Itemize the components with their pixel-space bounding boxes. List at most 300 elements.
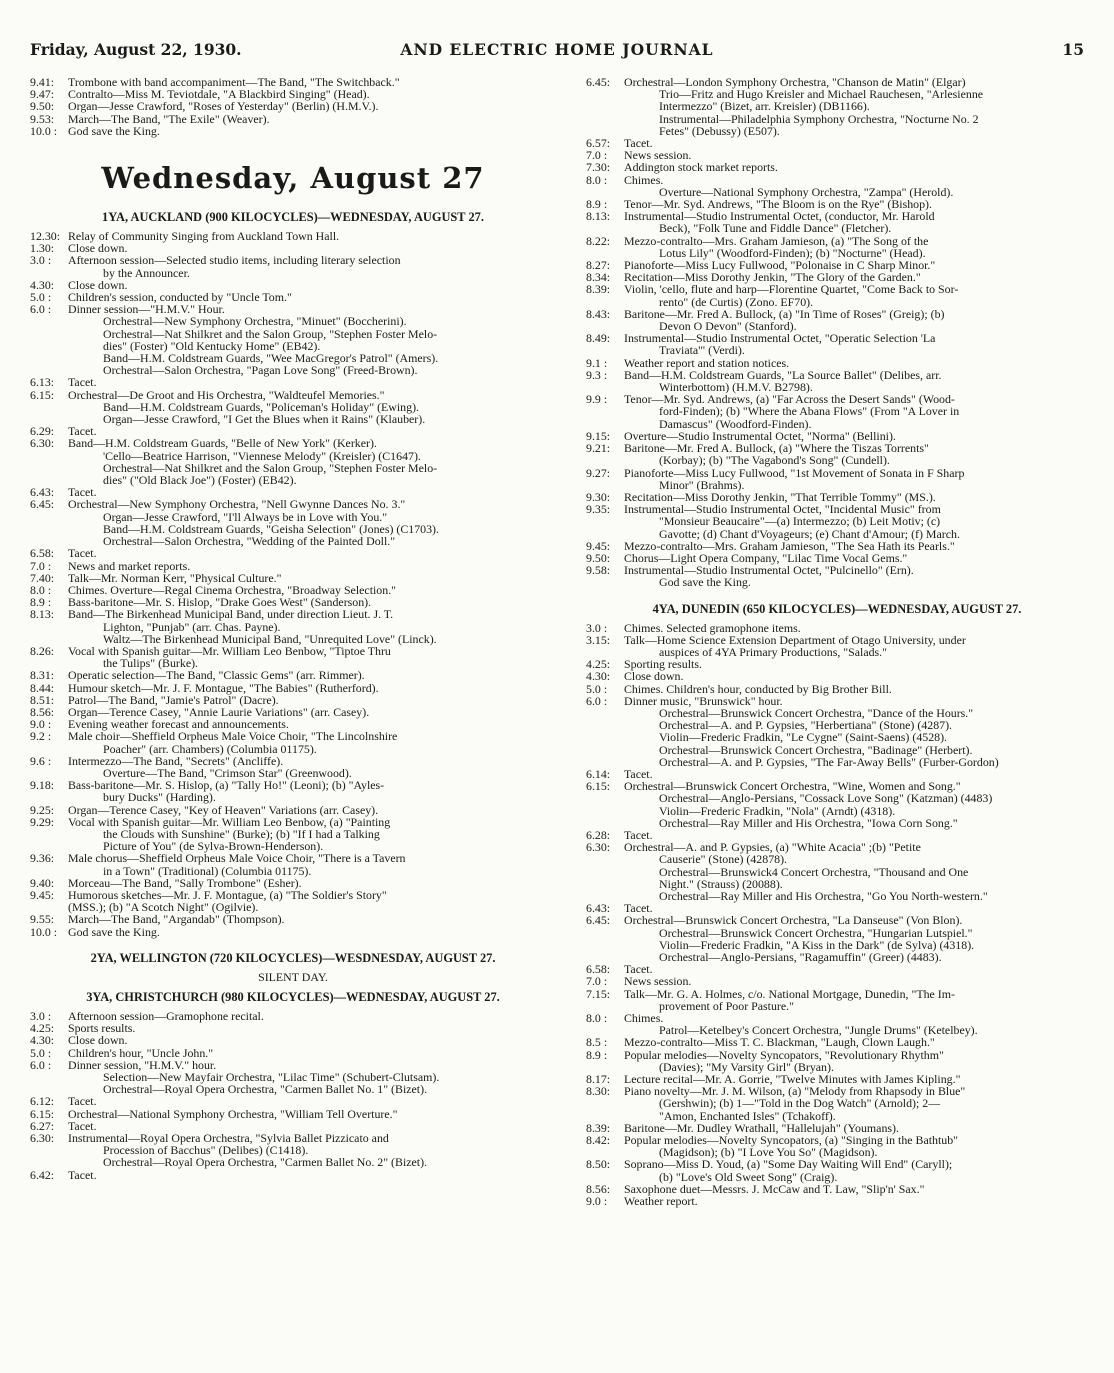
wellington-heading: 2YA, WELLINGTON (720 KILOCYCLES)—WESDNESDAY, AUGUST 27. [90, 950, 496, 965]
entry-body [68, 682, 556, 694]
entry-time: 8.56: [30, 704, 55, 719]
entry-body [624, 76, 1088, 137]
programme-entry [30, 1108, 556, 1120]
entry-time: 6.42: [30, 1167, 55, 1182]
programme-entry [586, 393, 1088, 430]
programme-entry [30, 1047, 556, 1059]
programme-entry [30, 755, 556, 779]
entry-time: 9.35: [586, 502, 611, 517]
entry-line: Patrol—Ketelbey's Concert Orchestra, "Jungle Drums" (Ketelbey). [659, 1023, 978, 1038]
christchurch-heading: 3YA, CHRISTCHURCH (980 KILOCYCLES)—WEDNESDAY, AUGUST 27. [86, 990, 500, 1004]
entry-time: 8.44: [30, 680, 55, 695]
programme-entry [30, 913, 556, 925]
right-column [586, 76, 1088, 1207]
entry-line: Orchestral—Brunswick Concert Orchestra, "Hungarian Lutspiel." [659, 925, 973, 940]
entry-body [68, 100, 556, 112]
entry-line: Band—H.M. Coldstream Guards, "La Source Ballet" (Delibes, arr. [624, 367, 942, 382]
entry-time: 8.31: [30, 668, 55, 683]
programme-entry [30, 1059, 556, 1096]
entry-time: 8.13: [30, 607, 55, 622]
entry-line: March—The Band, "Argandab" (Thompson). [68, 912, 285, 927]
entry-line: March—The Band, "The Exile" (Weaver). [68, 111, 270, 126]
entry-body [624, 1134, 1088, 1158]
entry-line: Orchestral—De Groot and His Orchestra, "Waldteufel Memories." [68, 387, 385, 402]
programme-entry [30, 547, 556, 559]
entry-line: Damascus" (Woodford-Finden). [659, 416, 812, 431]
entry-body [68, 560, 556, 572]
entry-line: Tacet. [624, 962, 653, 977]
entry-line: the Tulips" (Burke). [103, 656, 199, 671]
programme-entry [586, 988, 1088, 1012]
entry-time: 6.0 : [30, 1057, 52, 1072]
entry-line: Orchestral—National Symphony Orchestra, "William Tell Overture." [68, 1106, 398, 1121]
entry-body [68, 376, 556, 388]
entry-time: 9.27: [586, 465, 611, 480]
programme-entry [30, 1095, 556, 1107]
entry-line: Talk—Mr. Norman Kerr, "Physical Culture." [68, 570, 282, 585]
entry-line: Tenor—Mr. Syd. Andrews, (a) "Far Across the Desert Sands" (Wood- [624, 392, 955, 407]
entry-line: in a Town" (Traditional) (Columbia 01175). [103, 863, 312, 878]
entry-line: Organ—Jesse Crawford, "Roses of Yesterday" (Berlin) (H.M.V.). [68, 99, 379, 114]
entry-line: provement of Poor Pasture." [659, 998, 794, 1013]
entry-body [68, 389, 556, 426]
entry-time: 6.0 : [30, 302, 52, 317]
entry-line: Band—H.M. Coldstream Guards, "Policeman's Holiday" (Ewing). [103, 399, 420, 414]
entry-line: Chorus—Light Opera Company, "Lilac Time Vocal Gems." [624, 550, 908, 565]
programme-entry [30, 498, 556, 547]
entry-time: 9.50: [30, 99, 55, 114]
programme-entry [586, 780, 1088, 829]
entry-time: 9.2 : [30, 729, 52, 744]
dunedin-heading: 4YA, DUNEDIN (650 KILOCYCLES)—WEDNESDAY, AUGUST 27. [652, 601, 1022, 616]
entry-time: 6.30: [30, 1131, 55, 1146]
entry-line: Afternoon session—Selected studio items, including literary selection [68, 253, 401, 268]
entry-time: 7.0 : [586, 148, 608, 163]
entry-line: Popular melodies—Novelty Syncopators, "Revolutionary Rhythm" [624, 1047, 944, 1062]
entry-line: Orchestral—New Symphony Orchestra, "Nell Gwynne Dances No. 3." [68, 497, 406, 512]
entry-body [68, 303, 556, 376]
entry-line: Male chorus—Sheffield Orpheus Male Voice Choir, "There is a Tavern [68, 851, 406, 866]
programme-entry [586, 670, 1088, 682]
entry-line: Minor" (Brahms). [659, 477, 745, 492]
programme-entry [586, 841, 1088, 902]
entry-line: Orchestral—Ray Miller and His Orchestra, "Iowa Corn Song." [659, 815, 958, 830]
entry-body [68, 125, 556, 137]
entry-line: Violin, 'cello, flute and harp—Florentine Quartet, "Come Back to Sor- [624, 282, 959, 297]
entry-body [68, 913, 556, 925]
entry-line: Tacet. [68, 1118, 97, 1133]
entry-body [624, 503, 1088, 540]
entry-time: 8.39: [586, 1120, 611, 1135]
entry-body [624, 283, 1088, 307]
programme-entry [586, 308, 1088, 332]
entry-time: 9.15: [586, 428, 611, 443]
entry-body [624, 1195, 1088, 1207]
entry-time: 7.0 : [586, 974, 608, 989]
entry-line: Lighton, "Punjab" (arr. Chas. Payne). [103, 619, 281, 634]
entry-time: 6.12: [30, 1094, 55, 1109]
programme-entry [586, 283, 1088, 307]
entry-body [68, 113, 556, 125]
entry-line: Morceau—The Band, "Sally Trombone" (Esher). [68, 875, 302, 890]
entry-line: Tacet. [68, 375, 97, 390]
programme-entry [30, 389, 556, 426]
entry-body [624, 963, 1088, 975]
christchurch-programme [30, 1010, 556, 1181]
entry-time: 6.15: [30, 387, 55, 402]
entry-time: 7.40: [30, 570, 55, 585]
entry-body [624, 308, 1088, 332]
entry-time: 6.30: [586, 840, 611, 855]
programme-entry [30, 113, 556, 125]
entry-line: Tacet. [624, 766, 653, 781]
programme-entry [586, 235, 1088, 259]
entry-time: 9.9 : [586, 392, 608, 407]
entry-line: Violin—Frederic Fradkin, "Le Cygne" (Saint-Saens) (4528). [659, 730, 948, 745]
entry-line: Intermezzo" (Bizet, arr. Kreisler) (DB1166). [659, 99, 870, 114]
entry-line: Children's hour, "Uncle John." [68, 1045, 214, 1060]
entry-line: Weather report and station notices. [624, 355, 790, 370]
entry-line: Sporting results. [624, 657, 702, 672]
entry-body [624, 1049, 1088, 1073]
entry-line: Orchestral—Nat Shilkret and the Salon Group, "Stephen Foster Melo- [103, 460, 438, 475]
entry-body [624, 634, 1088, 658]
entry-line: the Clouds with Sunshine" (Burke); (b) "If I had a Talking [103, 826, 380, 841]
entry-body [624, 210, 1088, 234]
entry-time: 8.51: [30, 692, 55, 707]
entry-line: Chimes. Selected gramophone items. [624, 620, 801, 635]
entry-body [68, 926, 556, 938]
programme-entry [30, 376, 556, 388]
entry-line: Evening weather forecast and announcements. [68, 717, 289, 732]
entry-line: Humorous sketches—Mr. J. F. Montague, (a) "The Soldier's Story" [68, 887, 387, 902]
entry-line: Orchestral—A. and P. Gypsies, "Herbertiana" (Stone) (4287). [659, 718, 953, 733]
entry-time: 9.30: [586, 489, 611, 504]
entry-time: 9.41: [30, 75, 55, 89]
entry-line: Relay of Community Singing from Auckland Town Hall. [68, 229, 340, 244]
entry-time: 8.9 : [586, 1047, 608, 1062]
programme-entry [586, 1158, 1088, 1182]
entry-body [624, 622, 1088, 634]
entry-line: Instrumental—Studio Instrumental Octet, "Incidental Music" from [624, 502, 941, 517]
entry-time: 9.45: [30, 887, 55, 902]
entry-time: 8.42: [586, 1133, 611, 1148]
programme-entry [30, 1034, 556, 1046]
entry-body [68, 547, 556, 559]
programme-entry [586, 1012, 1088, 1036]
entry-line: Orchestral—Anglo-Persians, "Cossack Love Song" (Katzman) (4483) [659, 791, 993, 806]
entry-line: ford-Finden); (b) "Where the Abana Flows" (From "A Lover in [659, 404, 960, 419]
entry-body [624, 841, 1088, 902]
entry-line: Waltz—The Birkenhead Municipal Band, "Unrequited Love" (Linck). [103, 631, 437, 646]
entry-line: Bass-baritone—Mr. S. Hislop, (a) "Tally Ho!" (Leoni); (b) "Ayles- [68, 778, 385, 793]
previous-day-continuation [30, 76, 556, 137]
programme-entry [30, 437, 556, 486]
programme-entry [586, 369, 1088, 393]
entry-line: Intermezzo—The Band, "Secrets" (Ancliffe). [68, 753, 284, 768]
entry-line: Organ—Jesse Crawford, "I Get the Blues when it Rains" (Klauber). [103, 412, 426, 427]
entry-time: 6.58: [30, 546, 55, 561]
programme-entry [586, 161, 1088, 173]
entry-body [624, 658, 1088, 670]
entry-line: Orchestral—Anglo-Persians, "Ragamuffin" (Greer) (4483). [659, 950, 942, 965]
entry-line: Poacher" (arr. Chambers) (Columbia 01175). [103, 741, 317, 756]
entry-time: 8.0 : [586, 1011, 608, 1026]
entry-line: Tacet. [68, 485, 97, 500]
entry-body [624, 235, 1088, 259]
programme-entry [30, 852, 556, 876]
entry-body [624, 442, 1088, 466]
entry-time: 8.27: [586, 258, 611, 273]
programme-entry [586, 1036, 1088, 1048]
entry-body [624, 670, 1088, 682]
entry-time: 8.50: [586, 1157, 611, 1172]
entry-line: Saxophone duet—Messrs. J. McCaw and T. Law, "Slip'n' Sax." [624, 1181, 925, 1196]
programme-entry [30, 100, 556, 112]
entry-time: 8.49: [586, 331, 611, 346]
entry-body [624, 137, 1088, 149]
entry-time: 1.30: [30, 241, 55, 256]
entry-time: 7.30: [586, 160, 611, 175]
entry-line: Baritone—Mr. Fred A. Bullock, (a) "Where the Tiszas Torrents" [624, 441, 929, 456]
entry-line: Orchestral—New Symphony Orchestra, "Minuet" (Boccherini). [103, 314, 407, 329]
entry-line: (MSS.); (b) "A Scotch Night" (Ogilvie). [68, 900, 259, 915]
entry-line: Instrumental—Studio Instrumental Octet, (conductor, Mr. Harold [624, 209, 935, 224]
entry-time: 4.30: [586, 669, 611, 684]
entry-time: 5.0 : [30, 290, 52, 305]
entry-time: 3.0 : [586, 620, 608, 635]
entry-line: (Korbay); (b) "The Vagabond's Song" (Cundell). [659, 453, 890, 468]
entry-body [68, 498, 556, 547]
entry-line: Contralto—Miss M. Teviotdale, "A Blackbird Singing" (Head). [68, 87, 370, 102]
entry-line: Chimes. Children's hour, conducted by Big Brother Bill. [624, 681, 892, 696]
entry-body [624, 975, 1088, 987]
entry-body [68, 1108, 556, 1120]
entry-time: 6.45: [586, 913, 611, 928]
entry-line: 'Cello—Beatrice Harrison, "Viennese Melody" (Kreisler) (C1647). [103, 448, 421, 463]
entry-body [68, 230, 556, 242]
entry-time: 8.17: [586, 1072, 611, 1087]
entry-time: 9.45: [586, 538, 611, 553]
entry-line: Close down. [68, 241, 128, 256]
issue-date: Friday, August 22, 1930. [30, 40, 242, 59]
entry-line: Overture—National Symphony Orchestra, "Zampa" (Herold). [659, 184, 954, 199]
entry-line: Orchestral—Brunswick Concert Orchestra, "Badinage" (Herbert). [659, 742, 973, 757]
entry-line: Causerie" (Stone) (42878). [659, 852, 788, 867]
entry-time: 6.27: [30, 1118, 55, 1133]
entry-line: Close down. [68, 1033, 128, 1048]
entry-body [68, 779, 556, 803]
programme-entry [586, 76, 1088, 137]
entry-line: Tacet. [624, 901, 653, 916]
programme-entry [586, 622, 1088, 634]
entry-line: Tacet. [68, 1094, 97, 1109]
entry-line: "Amon, Enchanted Isles" (Tchakoff). [659, 1108, 836, 1123]
entry-line: dies" (Foster) "Old Kentucky Home" (EB42). [103, 338, 321, 353]
entry-time: 9.0 : [30, 717, 52, 732]
entry-line: Baritone—Mr. Dudley Wrathall, "Hallelujah" (Youmans). [624, 1120, 899, 1135]
entry-time: 6.0 : [586, 693, 608, 708]
entry-body [68, 608, 556, 645]
entry-line: Children's session, conducted by "Uncle Tom." [68, 290, 292, 305]
entry-line: Picture of You" (de Sylva-Brown-Henderson). [103, 839, 324, 854]
entry-time: 8.13: [586, 209, 611, 224]
entry-line: Male choir—Sheffield Orpheus Male Voice Choir, "The Lincolnshire [68, 729, 398, 744]
entry-line: Dinner session, "H.M.V." hour. [68, 1057, 217, 1072]
entry-line: by the Announcer. [103, 265, 190, 280]
entry-line: Tacet. [68, 1167, 97, 1182]
programme-entry [586, 695, 1088, 768]
programme-entry [30, 669, 556, 681]
entry-line: Piano novelty—Mr. J. M. Wilson, (a) "Melody from Rhapsody in Blue" [624, 1084, 966, 1099]
entry-line: Orchestral—A. and P. Gypsies, "The Far-Away Bells" (Furber-Gordon) [659, 754, 999, 769]
entry-line: Dinner session—"H.M.V." Hour. [68, 302, 225, 317]
entry-line: Instrumental—Studio Instrumental Octet, "Operatic Selection 'La [624, 331, 936, 346]
entry-body [68, 804, 556, 816]
entry-body [68, 254, 556, 278]
entry-line: Mezzo-contralto—Mrs. Graham Jamieson, "The Sea Hath its Pearls." [624, 538, 955, 553]
entry-body [68, 1034, 556, 1046]
entry-line: Baritone—Mr. Fred A. Bullock, (a) "In Time of Roses" (Greig); (b) [624, 306, 945, 321]
entry-time: 9.36: [30, 851, 55, 866]
programme-entry [586, 442, 1088, 466]
programme-entry [586, 174, 1088, 198]
entry-time: 9.53: [30, 111, 55, 126]
entry-line: rento" (de Curtis) (Zono. EF70). [659, 294, 814, 309]
entry-time: 8.22: [586, 233, 611, 248]
entry-line: Overture—The Band, "Crimson Star" (Greenwood). [103, 765, 352, 780]
entry-line: Band—H.M. Coldstream Guards, "Geisha Selection" (Jones) (C1703). [103, 521, 439, 536]
programme-entry [586, 1049, 1088, 1073]
entry-line: Dinner music, "Brunswick" hour. [624, 693, 783, 708]
entry-line: Orchestral—Nat Shilkret and the Salon Group, "Stephen Foster Melo- [103, 326, 438, 341]
entry-line: Orchestral—Salon Orchestra, "Wedding of the Painted Doll." [103, 534, 396, 549]
entry-time: 6.45: [30, 497, 55, 512]
entry-line: Pianoforte—Miss Lucy Fullwood, "Polonaise in C Sharp Minor." [624, 258, 936, 273]
entry-line: Afternoon session—Gramophone recital. [68, 1009, 264, 1023]
entry-line: Patrol—The Band, "Jamie's Patrol" (Dacre). [68, 692, 279, 707]
entry-line: Orchestral—Royal Opera Orchestra, "Carmen Ballet No. 2" (Bizet). [103, 1155, 428, 1170]
entry-line: Soprano—Miss D. Youd, (a) "Some Day Waiting Will End" (Caryll); [624, 1157, 953, 1172]
entry-time: 10.0 : [30, 924, 58, 939]
entry-line: Trio—Fritz and Hugo Kreisler and Michael Rauchesen, "Arlesienne [659, 87, 984, 102]
entry-line: Tacet. [68, 424, 97, 439]
entry-body [624, 467, 1088, 491]
dunedin-programme [586, 622, 1088, 1208]
entry-line: Chimes. [624, 1011, 664, 1026]
entry-line: Orchestral—Royal Opera Orchestra, "Carmen Ballet No. 1" (Bizet). [103, 1082, 428, 1097]
entry-body [624, 564, 1088, 588]
entry-line: Sports results. [68, 1021, 136, 1036]
entry-time: 3.0 : [30, 253, 52, 268]
entry-time: 6.57: [586, 136, 611, 151]
entry-time: 9.58: [586, 563, 611, 578]
programme-entry [30, 804, 556, 816]
entry-line: Night." (Strauss) (20088). [659, 876, 783, 891]
programme-entry [586, 503, 1088, 540]
entry-line: (Gershwin); (b) 1—"Told in the Dog Watch" (Arnold); 2— [659, 1096, 941, 1111]
entry-line: Band—H.M. Coldstream Guards, "Wee MacGregor's Patrol" (Amers). [103, 351, 439, 366]
page-header [30, 40, 1084, 64]
entry-line: Pianoforte—Miss Lucy Fullwood, "1st Movement of Sonata in F Sharp [624, 465, 965, 480]
entry-line: Violin—Frederic Fradkin, "Nola" (Arndt) (4318). [659, 803, 896, 818]
programme-entry [30, 254, 556, 278]
entry-body [68, 645, 556, 669]
entry-body [68, 1169, 556, 1181]
entry-time: 12.30: [30, 229, 61, 244]
entry-time: 6.15: [30, 1106, 55, 1121]
entry-time: 4.30: [30, 277, 55, 292]
entry-body [68, 669, 556, 681]
entry-body [624, 161, 1088, 173]
entry-line: dies" ("Old Black Joe") (Foster) (EB42). [103, 473, 297, 488]
entry-line: Mezzo-contralto—Miss T. C. Blackman, "Laugh, Clown Laugh." [624, 1035, 935, 1050]
entry-line: Tenor—Mr. Syd. Andrews, "The Bloom is on the Rye" (Bishop). [624, 197, 932, 212]
entry-time: 6.14: [586, 766, 611, 781]
programme-entry [586, 683, 1088, 695]
entry-line: Organ—Jesse Crawford, "I'll Always be in Love with You." [103, 509, 388, 524]
programme-entry [586, 467, 1088, 491]
entry-time: 6.13: [30, 375, 55, 390]
auckland-heading: 1YA, AUCKLAND (900 KILOCYCLES)—WEDNESDAY, AUGUST 27. [102, 210, 484, 225]
entry-time: 8.43: [586, 306, 611, 321]
entry-time: 9.21: [586, 441, 611, 456]
entry-line: Lotus Lily" (Woodford-Finden); (b) "Nocturne" (Head). [659, 245, 926, 260]
entry-line: Humour sketch—Mr. J. F. Montague, "The Babies" (Rutherford). [68, 680, 379, 695]
entry-body [68, 730, 556, 754]
page-number: 15 [1062, 40, 1084, 59]
entry-body [68, 816, 556, 853]
entry-time: 10.0 : [30, 123, 58, 138]
entry-body [624, 914, 1088, 963]
entry-time: 9.1 : [586, 355, 608, 370]
entry-time: 6.15: [586, 779, 611, 794]
entry-line: Chimes. [624, 172, 664, 187]
entry-line: Organ—Terence Casey, "Key of Heaven" Variations (arr. Casey). [68, 802, 379, 817]
entry-line: Instrumental—Studio Instrumental Octet, "Pulcinello" (Ern). [624, 563, 914, 578]
programme-entry [586, 1195, 1088, 1207]
programme-entry [586, 1085, 1088, 1122]
entry-body [624, 780, 1088, 829]
wellington-note: SILENT DAY. [258, 969, 328, 984]
programme-entry [30, 926, 556, 938]
entry-line: Beck), "Folk Tune and Fiddle Dance" (Fletcher). [659, 221, 892, 236]
entry-line: News session. [624, 974, 692, 989]
entry-line: Orchestral—Salon Orchestra, "Pagan Love Song" (Freed-Brown). [103, 363, 418, 378]
entry-time: 8.0 : [30, 582, 52, 597]
entry-line: Close down. [624, 669, 684, 684]
entry-body [624, 393, 1088, 430]
entry-time: 6.58: [586, 962, 611, 977]
entry-time: 6.29: [30, 424, 55, 439]
entry-line: God save the King. [68, 123, 160, 138]
entry-time: 8.26: [30, 643, 55, 658]
entry-body [68, 1047, 556, 1059]
programme-entry [586, 914, 1088, 963]
entry-line: Recitation—Miss Dorothy Jenkin, "That Terrible Tommy" (MS.). [624, 489, 936, 504]
entry-time: 4.25: [30, 1021, 55, 1036]
entry-body [68, 1010, 556, 1022]
christchurch-programme-continued [586, 76, 1088, 589]
entry-body [624, 988, 1088, 1012]
entry-time: 9.55: [30, 912, 55, 927]
entry-line: Orchestral—Brunswick Concert Orchestra, "Dance of the Hours." [659, 705, 974, 720]
entry-time: 6.43: [30, 485, 55, 500]
entry-time: 5.0 : [586, 681, 608, 696]
entry-body [68, 437, 556, 486]
entry-line: Violin—Frederic Fradkin, "A Kiss in the Dark" (de Sylva) (4318). [659, 937, 975, 952]
entry-line: Orchestral—A. and P. Gypsies, (a) "White Acacia" ;(b) "Petite [624, 840, 921, 855]
